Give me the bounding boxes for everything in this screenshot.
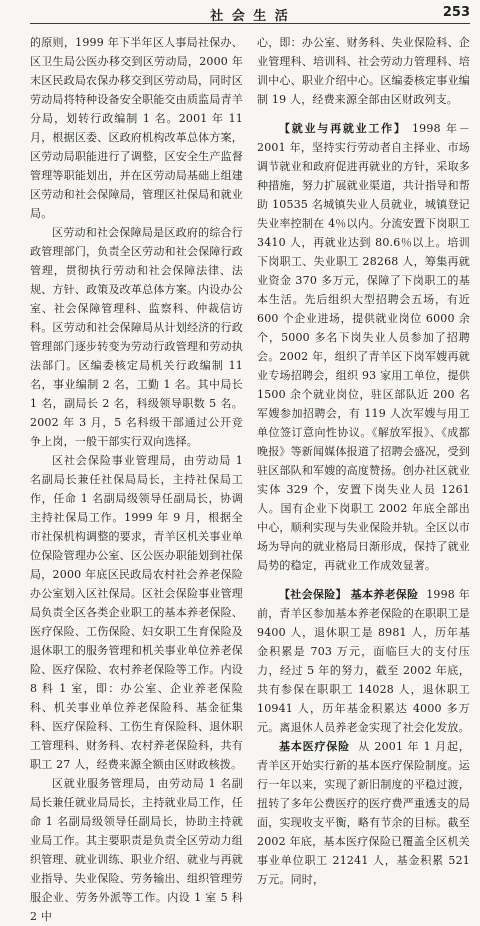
paragraph-continuation: 心，即：办公室、财务科、失业保险科、企业管理科、培训科、社会劳动力管理科、培训中心、职业介绍中心。区编委核定事业编制 19 人，经费来源全部由区财政列支。: [257, 36, 470, 106]
running-header: [30, 3, 470, 24]
section-title: 社 会 生 活: [210, 9, 290, 24]
paragraph-employment-bureau: 区就业服务管理局，由劳动局 1 名副局长兼任就业局局长，主持就业局工作，任命 1 名副局级领导任副局长，协助主持就业局工作。其主要职责是负责全区劳动力组织管理、就业训练、职业介绍、就业与再就业指导、失业保险、劳务输出、组织管理劳服企业、劳务外派等工作。内设 1 室 5 科 2 中: [30, 777, 243, 923]
right-column: [257, 33, 471, 886]
section-heading: 【就业与再就业工作】: [279, 122, 407, 135]
paragraph-labor-bureau: 区劳动和社会保障局是区政府的综合行政管理部门，负责全区劳动和社会保障行政管理，贯彻执行劳动和社会保障法律、法规、方针、政策及改革总体方案。内设办公室、社会保障管理科、监察科、仲裁信访科。区劳动和社会保障局从计划经济的行政管理部门逐步转变为劳动行政管理和劳动执法部门。区编委核定局机关行政编制 11 名，事业编制 2 名，工勤 1 名。其中局长 1 名，副局长 2 名，科级领导职数 5 名。2002 年 3 月，5 名科级干部通过公开竞争上岗，一般干部实行双向选择。: [30, 226, 243, 448]
section-body: 1998 年－2001 年，坚持实行劳动者自主择业、市场调节就业和政府促进再就业的方针，采取多种措施，努力扩展就业渠道，共计指导和帮助 10535 名城镇失业人员就业，城镇登记失业率控制在 4％以内。分流安置下岗职工 3410 人，再就业达到 80.6％以上。培训下岗职工、失业职工 28268 人，筹集再就业资金 370 多万元，保障了下岗职工的基本生活。先后组织大型招聘会五场，有近 600 个企业进场，提供就业岗位 6000 余个，5000 多名下岗失业人员参加了招聘会。2002 年，组织了青羊区下岗军嫂再就业专场招聘会，组织 93 家用工单位，提供 1500 余个就业岗位，驻区部队近 200 名军嫂参加招聘会，有 119 人次军嫂与用工单位签订意向性协议。《解放军报》、《成都晚报》等新闻媒体报道了招聘会盛况，受到驻区部队和军嫂的高度赞扬。创办社区就业实体 329 个，安置下岗失业人员 1261 人。国有企业下岗职工 2002 年底全部出中心，顺利实现与失业保险并轨。全区以市场为导向的就业格局日渐形成，保持了就业局势的稳定，再就业工作成效显著。: [257, 122, 471, 572]
section-body: 从 2001 年 1 月起，青羊区开始实行新的基本医疗保险制度。运行一年以来，实现了新旧制度的平稳过渡，扭转了多年公费医疗的医疗费严重透支的局面，实现收支平衡，略有节余的目标。截至 2002 年底，基本医疗保险已覆盖全区机关事业单位职工 21241 人，基金积累 521 万元。同时，: [257, 740, 471, 886]
page-number: 253: [442, 5, 470, 20]
section-social-insurance: [257, 585, 470, 737]
subsection-label: 基本养老保险: [350, 588, 419, 601]
section-heading: 【社会保险】: [279, 588, 347, 601]
subsection-medical-insurance: [257, 737, 470, 889]
left-column: [30, 33, 243, 923]
section-body: 1998 年前，青羊区参加基本养老保险的在职职工是 9400 人，退休职工是 8981 人，历年基金积累是 703 万元，面临巨大的支付压力，经过 5 年的努力，截至 2002 年底，共有参保在职职工 14028 人，退休职工 10941 人，历年基金积累达 4000 多万元。离退休人员养老金实现了社会化发放。: [257, 588, 470, 734]
subsection-label: 基本医疗保险: [279, 740, 350, 753]
paragraph-social-insurance-bureau: 区社会保险事业管理局，由劳动局 1 名副局长兼任社保局局长，主持社保局工作，任命 1 名副局级领导任副局长，协调主持社保局工作。1999 年 9 月，根据全市社保机构调整的要求，青羊区机关事业单位保险管理办公室、区公医办职能划到社保局，2000 年底区民政局农村社会养老保险办公室划入区社保局。区社会保险事业管理局负责全区各类企业职工的基本养老保险、医疗保险、工伤保险、妇女职工生育保险及退休职工的服务管理和机关事业单位养老保险、医疗保险、农村养老保险等工作。内设 8 科 1 室，即：办公室、企业养老保险科、机关事业单位养老保险科、基金征集科、医疗保险科、工伤生育保险科、退休职工管理科、财务科、农村养老保险科，共有职工 27 人，经费来源全额由区财政核拨。: [30, 454, 243, 771]
paragraph-continuation: 的原则，1999 年下半年区人事局社保办、区卫生局公医办移交到区劳动局，2000 年末区民政局农保办移交到区劳动局，同时区劳动局将特种设备安全职能交由质监局青羊分局，划转行政编制 1 名。2001 年 11 月，根据区委、区政府机构改革总体方案，区劳动局职能进行了调整，区安全生产监督管理等职能划出，并在区劳动局基础上组建区劳动和社会保障局，管理区社保局和就业局。: [30, 36, 243, 220]
section-employment: [257, 119, 470, 575]
